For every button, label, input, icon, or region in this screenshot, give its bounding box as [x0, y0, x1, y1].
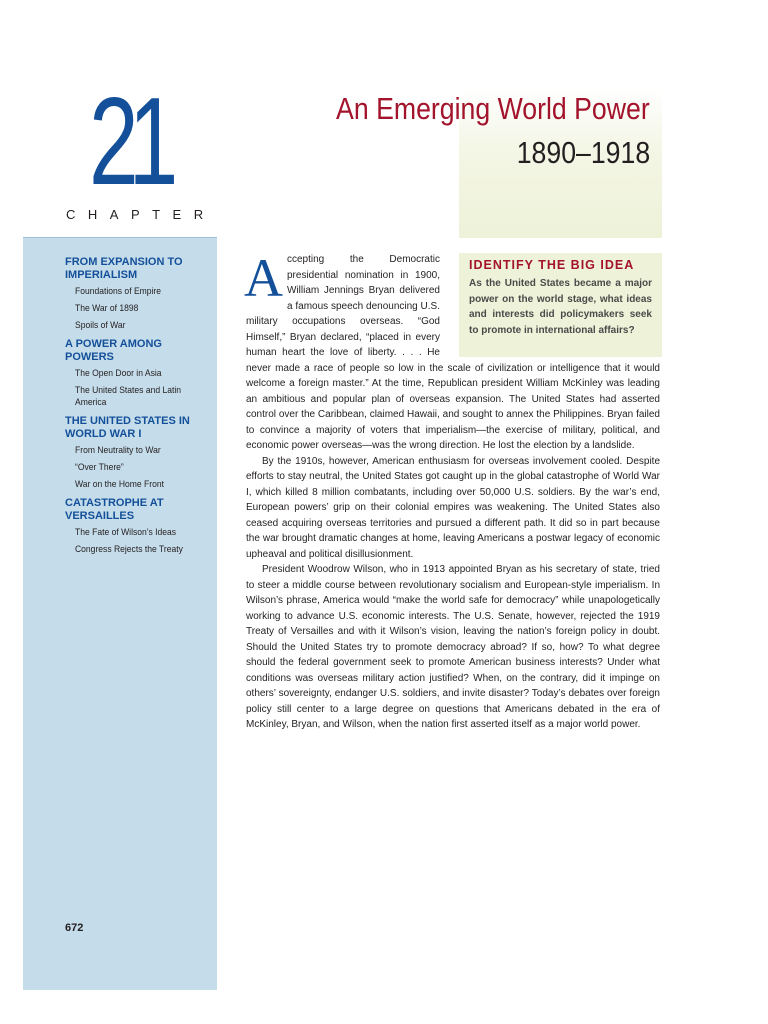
outline-item: The United States and Latin America: [75, 385, 182, 408]
intro-paragraph-text: ccepting the Democratic presidential nomination in 1900, William Jennings Bryan delivered a famous speech denouncing U.S. military occupations overseas. “God Himself,” Bryan declared, “placed in every human heart the love of liberty. . . . He never made a race of people so low in the scale of civilization or intelligence that it would welcome a foreign master.” At the time, Republican president William McKinley was leading an ambitious and popular plan of overseas expansion. The United States had asserted control over the Caribbean, claimed Hawaii, and sought to annex the Philippines. Bryan failed to convince a majority of voters that imperialism—the exercise of military, political, and economic power overseas—was the wrong direction. He lost the election by a landslide.: [246, 254, 660, 451]
drop-cap: A: [244, 248, 283, 308]
outline-section: [65, 338, 213, 409]
chapter-years: 1890–1918: [516, 135, 650, 170]
outline-item: Spoils of War: [75, 320, 126, 331]
outline-item: Foundations of Empire: [75, 286, 162, 297]
outline-section-heading: CATASTROPHE AT VERSAILLES: [65, 497, 164, 522]
outline-section: [65, 415, 213, 491]
chapter-number: 21: [89, 73, 169, 211]
outline-item: The Fate of Wilson’s Ideas: [75, 527, 177, 538]
outline-item: Congress Rejects the Treaty: [75, 544, 183, 555]
outline-item: The War of 1898: [75, 303, 139, 314]
page-number: 672: [65, 922, 84, 934]
outline-section-heading: THE UNITED STATES IN WORLD WAR I: [65, 415, 190, 440]
big-idea-wrap-space: [448, 252, 660, 358]
body-paragraph: By the 1910s, however, American enthusiasm for overseas involvement cooled. Despite efforts to stay neutral, the United States got caught up in the global catastrophe of World War I, which killed 8 million combatants, including over 50,000 U.S. soldiers. By the war’s end, European powers’ grip on their colonial empires was weakening. The United States also ceased acquiring overseas territories and pursued a different path. It did so in part because the war brought dramatic changes at home, leaving Americans a postwar legacy of economic upheaval and political disillusionment.: [246, 455, 660, 560]
outline-section: [65, 256, 213, 332]
outline-item: From Neutrality to War: [75, 445, 161, 456]
chapter-label: CHAPTER: [66, 207, 216, 222]
chapter-introduction: [244, 248, 660, 733]
outline-item: The Open Door in Asia: [75, 368, 162, 379]
big-idea-question: As the United States became a major power on the world stage, what ideas and interests did policymakers seek to promote in international affairs?: [469, 278, 652, 336]
big-idea-heading: IDENTIFY THE BIG IDEA: [469, 258, 635, 272]
chapter-outline: [65, 256, 213, 562]
body-paragraph: President Woodrow Wilson, who in 1913 appointed Bryan as his secretary of state, tried to steer a middle course between revolutionary socialism and European-style imperialism. In Wilson’s phrase, America would “make the world safe for democracy” while unapologetically working to advance U.S. economic interests. The U.S. Senate, however, rejected the 1919 Treaty of Versailles and with it Wilson’s vision, leaving the nation’s foreign policy in doubt. Should the United States try to promote democracy abroad? If so, how? To what degree should the federal government seek to promote American business interests? Under what conditions was overseas military action justified? When, on the contrary, did it impinge on others’ sovereignty, endanger U.S. soldiers, and invite disaster? Today’s debates over foreign policy still center to a large degree on questions that Americans debated in the era of McKinley, Bryan, and Wilson, when the nation first asserted itself as a major world power.: [246, 564, 660, 730]
outline-section-heading: FROM EXPANSION TO IMPERIALISM: [65, 256, 183, 281]
outline-section-heading: A POWER AMONG POWERS: [65, 338, 162, 363]
outline-section: [65, 497, 213, 556]
chapter-title: An Emerging World Power: [336, 91, 650, 126]
outline-item: War on the Home Front: [75, 479, 165, 490]
outline-item: “Over There”: [75, 462, 124, 473]
